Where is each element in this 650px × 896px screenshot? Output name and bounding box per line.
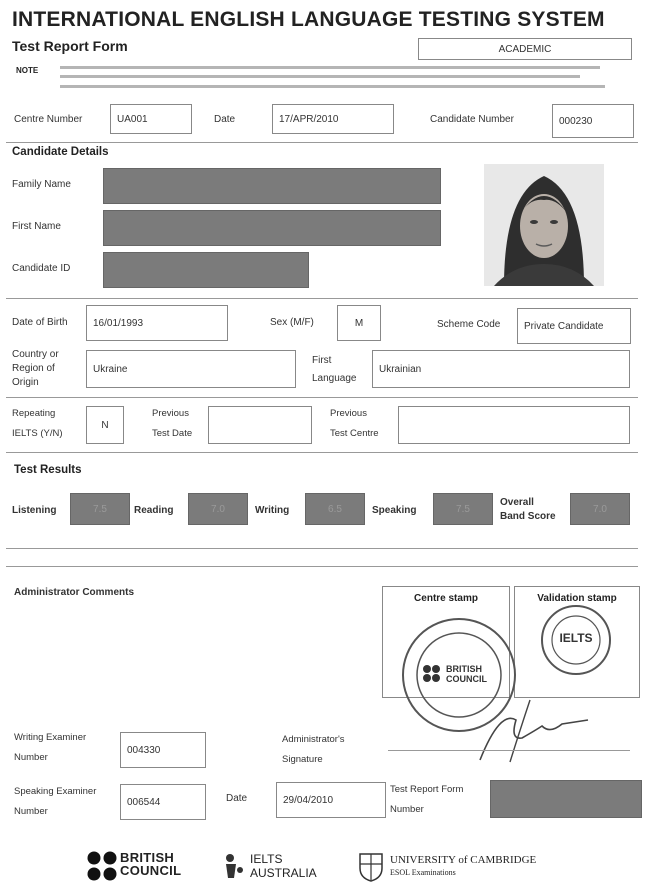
country-label-line: Region of (12, 363, 55, 374)
family-name-field (103, 168, 441, 204)
repeating-label-line: IELTS (Y/N) (12, 428, 63, 439)
divider (6, 566, 638, 567)
candidate-photo (484, 164, 604, 286)
reading-label: Reading (134, 505, 174, 516)
first-name-field (103, 210, 441, 246)
admin-date-label: Date (226, 793, 248, 804)
country-value: Ukraine (86, 350, 296, 388)
ielts-australia-logo-line: IELTS (250, 852, 283, 866)
country-label-line: Country or (12, 349, 59, 360)
speaking-examiner-label-line: Number (14, 806, 48, 817)
family-name-label: Family Name (12, 179, 71, 190)
form-subtitle: Test Report Form (12, 38, 128, 54)
trf-number-field (490, 780, 642, 818)
admin-signature-label-line: Administrator's (282, 734, 345, 745)
centre-stamp-label: Centre stamp (414, 593, 478, 604)
previous-test-date-label-line: Test Date (152, 428, 193, 439)
sex-value: M (337, 305, 381, 341)
centre-number-value: UA001 (110, 104, 192, 134)
country-label (12, 348, 59, 390)
writing-label: Writing (255, 505, 290, 516)
overall-label (500, 496, 556, 524)
administrator-signature (470, 690, 600, 770)
repeating-value: N (86, 406, 124, 444)
overall-label-line: Band Score (500, 511, 556, 522)
previous-test-centre-value (398, 406, 630, 444)
first-language-label-line: Language (312, 373, 357, 384)
module-box: ACADEMIC (418, 38, 632, 60)
ielts-australia-logo-icon (222, 852, 246, 880)
centre-stamp-logo (446, 664, 487, 684)
admin-signature-label (282, 730, 345, 770)
ielts-australia-logo (250, 852, 317, 880)
sex-label: Sex (M/F) (270, 317, 314, 328)
centre-stamp-logo-line: BRITISH (446, 664, 482, 674)
listening-score: 7.5 (70, 493, 130, 525)
trf-number-label (390, 780, 463, 820)
candidate-id-field (103, 252, 309, 288)
previous-test-centre-label-line: Previous (330, 408, 367, 419)
previous-test-date-value (208, 406, 312, 444)
divider (6, 397, 638, 398)
writing-examiner-label (14, 728, 86, 768)
british-council-logo-icon (86, 850, 120, 882)
candidate-details-heading: Candidate Details (12, 146, 109, 158)
trf-number-label-line: Test Report Form (390, 784, 464, 795)
report-title: INTERNATIONAL ENGLISH LANGUAGE TESTING SYSTEM (12, 8, 605, 31)
note-text-line (60, 85, 605, 88)
admin-comments-label: Administrator Comments (14, 587, 135, 598)
first-name-label: First Name (12, 221, 61, 232)
previous-test-centre-label-line: Test Centre (330, 428, 379, 439)
previous-test-date-label-line: Previous (152, 408, 189, 419)
trf-number-label-line: Number (390, 804, 424, 815)
overall-score: 7.0 (570, 493, 630, 525)
speaking-score: 7.5 (433, 493, 493, 525)
scheme-code-value: Private Candidate (517, 308, 631, 344)
previous-test-centre-label (330, 404, 379, 444)
validation-stamp-label: Validation stamp (537, 593, 617, 604)
writing-examiner-label-line: Writing Examiner (14, 732, 87, 743)
writing-score: 6.5 (305, 493, 365, 525)
candidate-number-value: 000230 (552, 104, 634, 138)
reading-score: 7.0 (188, 493, 248, 525)
signature-line (388, 750, 630, 751)
test-results-heading: Test Results (14, 464, 82, 476)
note-text-line (60, 75, 580, 78)
candidate-number-label: Candidate Number (430, 114, 514, 125)
repeating-label (12, 404, 63, 444)
overall-label-line: Overall (500, 497, 534, 508)
date-value: 17/APR/2010 (272, 104, 394, 134)
divider (6, 298, 638, 299)
first-language-label (312, 352, 357, 388)
date-label: Date (214, 114, 236, 125)
speaking-examiner-label (14, 782, 96, 822)
british-council-logo-line: COUNCIL (120, 863, 182, 878)
cambridge-logo (390, 854, 536, 878)
divider (6, 452, 638, 453)
centre-stamp-logo-line: COUNCIL (446, 674, 487, 684)
first-language-label-line: First (312, 355, 332, 366)
divider (6, 548, 638, 549)
speaking-label: Speaking (372, 505, 417, 516)
admin-signature-label-line: Signature (282, 754, 323, 765)
writing-examiner-value: 004330 (120, 732, 206, 768)
cambridge-crest-icon (358, 852, 384, 882)
scheme-code-label: Scheme Code (437, 319, 501, 330)
validation-stamp-seal (540, 604, 612, 676)
first-language-value: Ukrainian (372, 350, 630, 388)
country-label-line: Origin (12, 377, 39, 388)
centre-number-label: Centre Number (14, 114, 83, 125)
note-text-line (60, 66, 600, 69)
candidate-id-label: Candidate ID (12, 263, 71, 274)
repeating-label-line: Repeating (12, 408, 56, 419)
dob-label: Date of Birth (12, 317, 68, 328)
writing-examiner-label-line: Number (14, 752, 48, 763)
cambridge-logo-line: UNIVERSITY of CAMBRIDGE (390, 854, 537, 866)
listening-label: Listening (12, 505, 57, 516)
british-council-logo-line: BRITISH (120, 850, 175, 865)
previous-test-date-label (152, 404, 192, 444)
admin-date-value: 29/04/2010 (276, 782, 386, 818)
ielts-australia-logo-line: AUSTRALIA (250, 866, 317, 880)
cambridge-logo-line: ESOL Examinations (390, 868, 456, 877)
divider (6, 142, 638, 143)
note-label: NOTE (16, 66, 39, 75)
validation-stamp-logo: IELTS (559, 631, 593, 645)
dob-value: 16/01/1993 (86, 305, 228, 341)
british-council-logo (120, 851, 181, 877)
speaking-examiner-label-line: Speaking Examiner (14, 786, 97, 797)
speaking-examiner-value: 006544 (120, 784, 206, 820)
